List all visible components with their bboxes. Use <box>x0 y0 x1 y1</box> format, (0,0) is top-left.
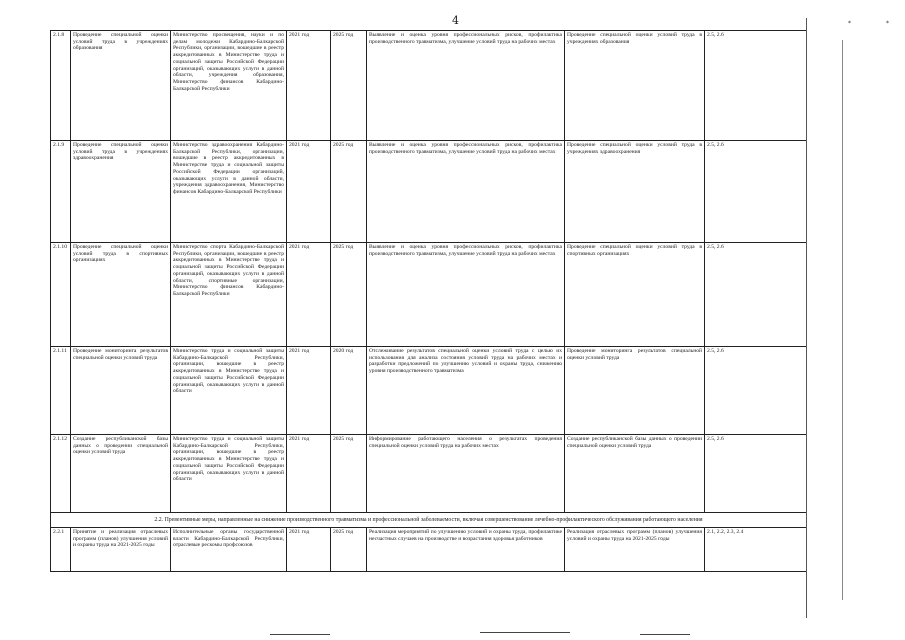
end-year: 2025 год <box>331 31 367 141</box>
end-year: 2025 год <box>331 243 367 347</box>
start-year: 2021 год <box>287 243 331 347</box>
result-indicator: Проведение специальной оценки условий труда в спортивных организациях <box>565 243 705 347</box>
measure-name: Проведение специальной оценки условий труда в учреждениях образования <box>71 31 171 141</box>
executors: Министерство труда и социальной защиты Кабардино-Балкарской Республики, организации, вошедшие в реестр аккредитованных в Министерстве труда и социальной защиты Российской Федерации организаций, оказывающих услуги в данной области <box>171 347 287 435</box>
section-heading-row <box>51 513 807 528</box>
bottom-rule <box>480 632 570 633</box>
table-row <box>51 347 807 435</box>
expected-result: Выявление и оценка уровня профессиональных рисков, профилактика производственного травматизма, улучшение условий труда на рабочих местах <box>367 243 565 347</box>
section-heading: 2.2. Превентивные меры, направленные на снижение производственного травматизма и профессиональной заболеваемости, включая совершенствование лечебно-профилактического обслуживания работающего населения <box>51 513 807 528</box>
bottom-rule <box>640 634 690 635</box>
expected-result: Реализация мероприятий по улучшению условий и охраны труда, профилактике несчастных случаев на производстве и возрастания здоровья работников <box>367 528 565 572</box>
result-indicator: Проведение специальной оценки условий труда в учреждениях здравоохранения <box>565 141 705 243</box>
end-year: 2025 год <box>331 141 367 243</box>
row-number: 2.1.9 <box>51 141 71 243</box>
end-year: 2025 год <box>331 528 367 572</box>
end-year: 2020 год <box>331 347 367 435</box>
table-row <box>51 31 807 141</box>
program-links: 2.5, 2.6 <box>705 141 807 243</box>
expected-result: Выявление и оценка уровня профессиональных рисков, профилактика производственного травматизма, улучшение условий труда на рабочих местах <box>367 141 565 243</box>
measure-name: Принятие и реализация отраслевых программ (планов) улучшения условий и охраны труда на 2021-2025 годы <box>71 528 171 572</box>
result-indicator: Реализация отраслевых программ (планов) улучшения условий и охраны труда на 2021-2025 годы <box>565 528 705 572</box>
measure-name: Проведение специальной оценки условий труда в учреждениях здравоохранения <box>71 141 171 243</box>
executors: Министерство просвещения, науки и по делам молодежи Кабардино-Балкарской Республики, организации, вошедшие в реестр аккредитованных в Министерстве труда и социальной защиты Российской Федерации организаций, оказывающих услуги в данной области, учреждения образования, Министерство финансов Кабардино-Балкарской Республики <box>171 31 287 141</box>
end-year: 2025 год <box>331 435 367 513</box>
table-row <box>51 243 807 347</box>
start-year: 2021 год <box>287 141 331 243</box>
measure-name: Создание республиканской базы данных о проведении специальной оценки условий труда <box>71 435 171 513</box>
executors: Министерство спорта Кабардино-Балкарской Республики, организации, вошедшие в реестр аккредитованных в Министерстве труда и социальной защиты Российской Федерации организаций, оказывающих услуги в данной области, спортивные организации, Министерство финансов Кабардино-Балкарской Республики <box>171 243 287 347</box>
executors: Исполнительные органы государственной власти Кабардино-Балкарской Республики, отраслевые рескомы профсоюзов <box>171 528 287 572</box>
row-number: 2.1.11 <box>51 347 71 435</box>
program-links: 2.5, 2.6 <box>705 347 807 435</box>
program-links: 2.5, 2.6 <box>705 243 807 347</box>
start-year: 2021 год <box>287 528 331 572</box>
result-indicator: Проведение мониторинга результатов специальной оценки условий труда <box>565 347 705 435</box>
row-number: 2.2.1 <box>51 528 71 572</box>
result-indicator: Проведение специальной оценки условий труда в учреждениях образования <box>565 31 705 141</box>
table-row <box>51 528 807 572</box>
margin-mark: * <box>886 20 889 27</box>
executors: Министерство труда и социальной защиты Кабардино-Балкарской Республики, организации, вошедшие в реестр аккредитованных в Министерстве труда и социальной защиты Российской Федерации организаций, оказывающих услуги в данной области <box>171 435 287 513</box>
executors: Министерство здравоохранения Кабардино-Балкарской Республики, организации, вошедшие в реестр аккредитованных в Министерстве труда и социальной защиты Российской Федерации организаций, оказывающих услуги в данной области, учреждения здравоохранения, Министерство финансов Кабардино-Балкарской Республики <box>171 141 287 243</box>
row-number: 2.1.12 <box>51 435 71 513</box>
row-number: 2.1.10 <box>51 243 71 347</box>
program-links: 2.5, 2.6 <box>705 435 807 513</box>
program-links: 2.1, 2.2, 2.3, 2.4 <box>705 528 807 572</box>
table-row <box>51 141 807 243</box>
start-year: 2021 год <box>287 435 331 513</box>
bottom-rule <box>270 634 330 635</box>
scan-edge-line <box>806 18 807 618</box>
start-year: 2021 год <box>287 31 331 141</box>
measure-name: Проведение специальной оценки условий труда в спортивных организациях <box>71 243 171 347</box>
expected-result: Отслеживание результатов специальной оценки условий труда с целью их использования для анализа состояния условий труда на рабочих местах и разработки предложений по улучшению условий и охраны труда, снижению уровня производственного травматизма <box>367 347 565 435</box>
measure-name: Проведение мониторинга результатов специальной оценки условий труда <box>71 347 171 435</box>
measures-table <box>50 30 807 572</box>
row-number: 2.1.8 <box>51 31 71 141</box>
table-row <box>51 435 807 513</box>
expected-result: Выявление и оценка уровня профессиональных рисков, профилактика производственного травматизма, улучшение условий труда на рабочих местах <box>367 31 565 141</box>
expected-result: Информирование работающего населения о результатах проведения специальной оценки условий труда на рабочих местах <box>367 435 565 513</box>
page-number: 4 <box>452 14 459 27</box>
start-year: 2021 год <box>287 347 331 435</box>
result-indicator: Создание республиканской базы данных о проведении специальной оценки условий труда <box>565 435 705 513</box>
program-links: 2.5, 2.6 <box>705 31 807 141</box>
margin-mark: * <box>848 20 851 27</box>
scan-edge-line <box>842 40 843 600</box>
